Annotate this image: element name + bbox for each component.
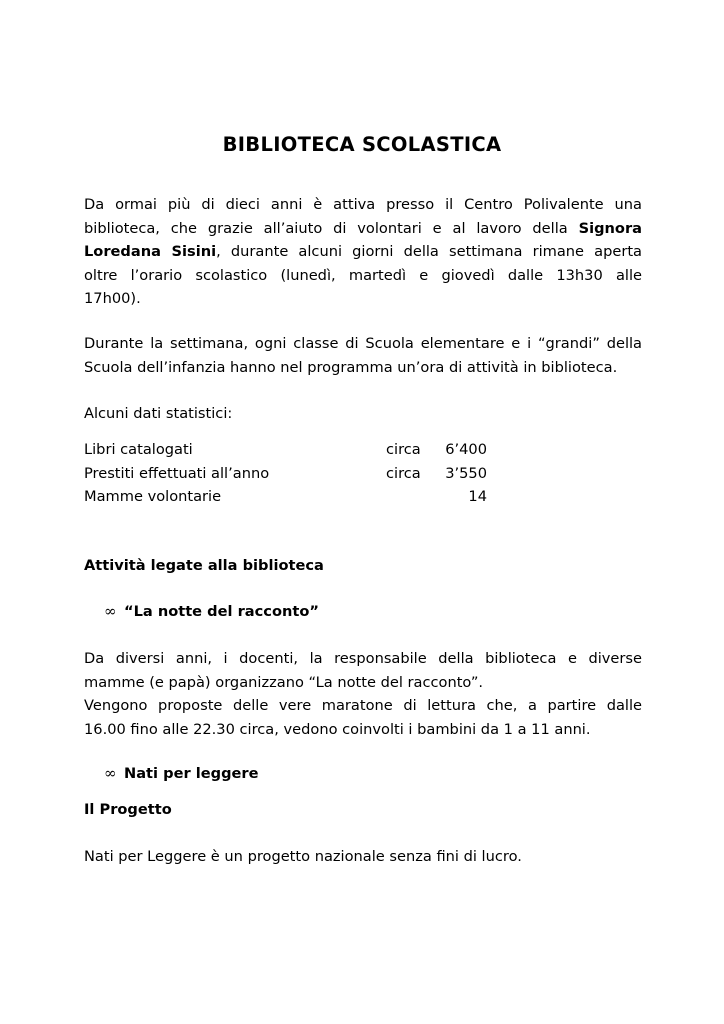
intro-name-bold-2: Loredana Sisini (84, 243, 217, 260)
week-line-1: Durante la settimana, ogni classe di Scuola elementare e i “grandi” della (84, 335, 642, 352)
bullet-nati-per-leggere (104, 762, 259, 786)
notte-line-2: mamme (e papà) organizzano “La notte del racconto”. (84, 673, 484, 691)
stat-value: 14 (468, 488, 487, 505)
activities-heading: Attività legate alla biblioteca (84, 557, 324, 574)
progetto-line: Nati per Leggere è un progetto nazionale senza fini di lucro. (84, 848, 522, 865)
intro-line-5: 17h00). (84, 290, 141, 307)
intro-line-2-text: biblioteca, che grazie all’aiuto di volontari e al lavoro della (84, 219, 579, 237)
intro-line-4: oltre l’orario scolastico (lunedì, martedì e giovedì dalle 13h30 alle (84, 266, 642, 284)
stat-label: Mamme volontarie (84, 488, 222, 505)
intro-line-1: Da ormai più di dieci anni è attiva presso il Centro Polivalente una (84, 196, 642, 213)
intro-line-3 (84, 240, 642, 264)
notte-line-4: 16.00 fino alle 22.30 circa, vedono coinvolti i bambini da 1 a 11 anni. (84, 720, 591, 738)
stats-table (84, 438, 494, 509)
stats-row (84, 438, 494, 462)
notte-line-1: Da diversi anni, i docenti, la responsabile della biblioteca e diverse (84, 650, 642, 667)
notte-paragraph (84, 647, 642, 741)
stat-value: 3’550 (445, 464, 487, 482)
intro-paragraph (84, 193, 642, 311)
stats-heading: Alcuni dati statistici: (84, 405, 233, 422)
bullet-notte-racconto (104, 600, 319, 624)
bullet-nati-label: Nati per leggere (124, 765, 259, 782)
progetto-heading: Il Progetto (84, 801, 172, 818)
progetto-text (84, 845, 642, 869)
stat-circa: circa (386, 464, 421, 482)
stats-row (84, 462, 494, 486)
notte-line-3: Vengono proposte delle vere maratone di lettura che, a partire dalle (84, 697, 642, 714)
week-paragraph (84, 332, 642, 379)
stat-label: Libri catalogati (84, 441, 193, 458)
stat-value: 6’400 (445, 441, 487, 458)
stat-label: Prestiti effettuati all’anno (84, 464, 270, 482)
stats-row (84, 485, 494, 509)
intro-line-2 (84, 217, 642, 241)
infinity-icon: ∞ (104, 602, 117, 620)
infinity-icon: ∞ (104, 764, 117, 782)
intro-name-bold-1: Signora (578, 219, 642, 237)
stat-circa: circa (386, 441, 421, 458)
bullet-notte-label: “La notte del racconto” (124, 603, 319, 620)
week-line-2: Scuola dell’infanzia hanno nel programma un’ora di attività in biblioteca. (84, 358, 618, 376)
page-title: BIBLIOTECA SCOLASTICA (222, 133, 502, 156)
intro-line-3-text: , durante alcuni giorni della settimana rimane aperta (216, 243, 642, 260)
